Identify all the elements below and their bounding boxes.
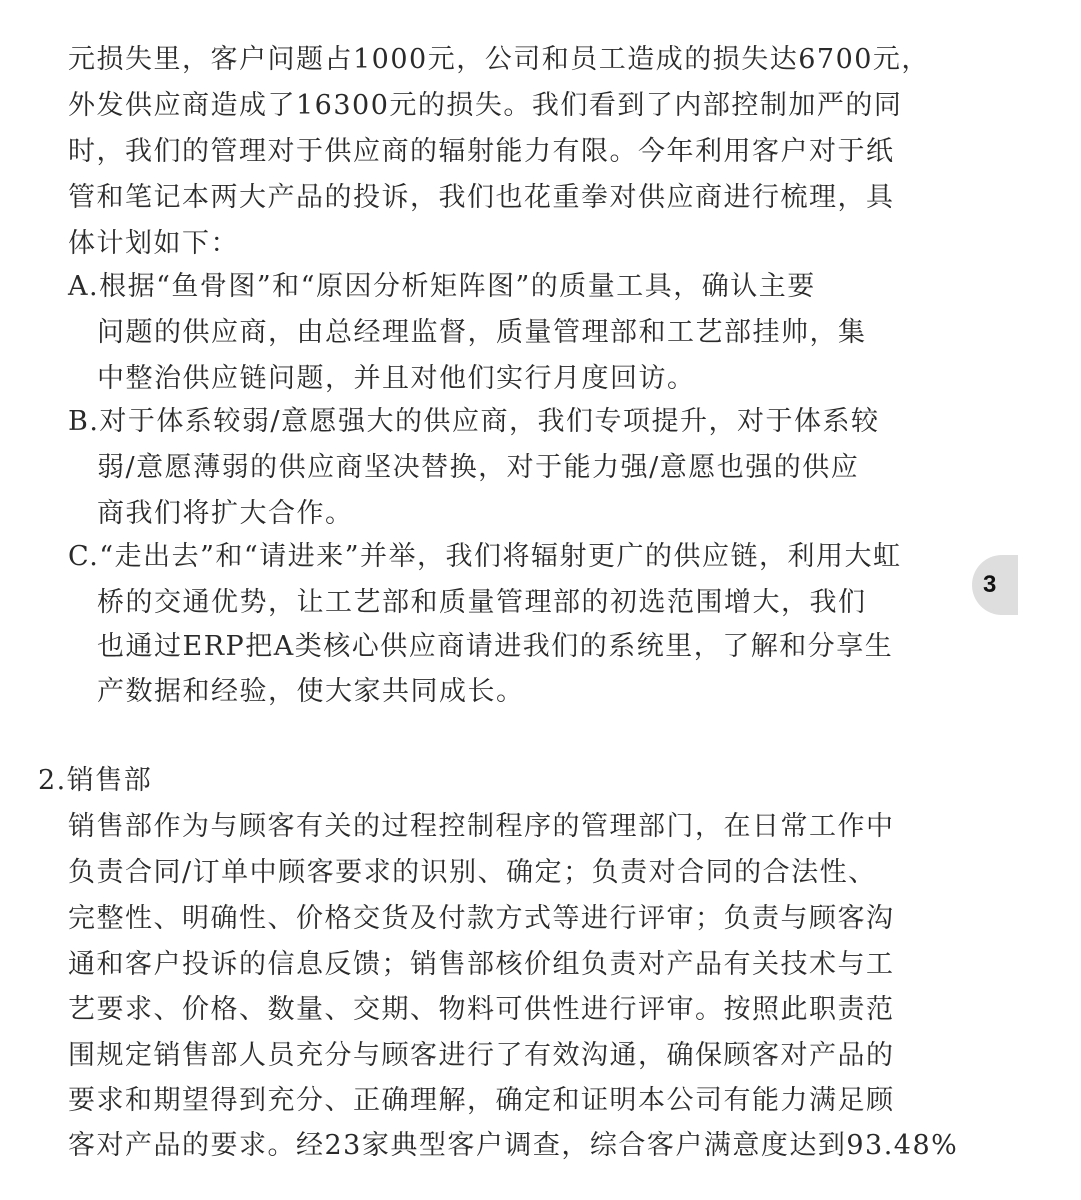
plan-item-b-line: B.对于体系较弱/意愿强大的供应商，我们专项提升，对于体系较 xyxy=(68,406,880,437)
plan-item-b-line: 弱/意愿薄弱的供应商坚决替换，对于能力强/意愿也强的供应 xyxy=(97,452,860,483)
paragraph-line: 围规定销售部人员充分与顾客进行了有效沟通，确保顾客对产品的 xyxy=(68,1040,895,1071)
paragraph-line: 要求和期望得到充分、正确理解，确定和证明本公司有能力满足顾 xyxy=(68,1085,895,1116)
plan-item-c-line: 产数据和经验，使大家共同成长。 xyxy=(97,676,525,707)
paragraph-line: 完整性、明确性、价格交货及付款方式等进行评审；负责与顾客沟 xyxy=(68,903,895,934)
section-heading: 2.销售部 xyxy=(38,765,153,796)
paragraph-line: 销售部作为与顾客有关的过程控制程序的管理部门，在日常工作中 xyxy=(68,811,895,842)
plan-item-a-line: 中整治供应链问题，并且对他们实行月度回访。 xyxy=(97,363,696,394)
page-number: 3 xyxy=(983,571,997,598)
paragraph-line: 艺要求、价格、数量、交期、物料可供性进行评审。按照此职责范 xyxy=(68,994,895,1025)
paragraph-line: 客对产品的要求。经23家典型客户调查，综合客户满意度达到93.48% xyxy=(68,1130,959,1161)
plan-item-c-line: C.“走出去”和“请进来”并举，我们将辐射更广的供应链，利用大虹 xyxy=(68,541,902,572)
plan-item-a-line: A.根据“鱼骨图”和“原因分析矩阵图”的质量工具，确认主要 xyxy=(68,271,816,302)
paragraph-line: 时，我们的管理对于供应商的辐射能力有限。今年利用客户对于纸 xyxy=(68,136,895,167)
paragraph-line: 管和笔记本两大产品的投诉，我们也花重拳对供应商进行梳理，具 xyxy=(68,182,895,213)
paragraph-line: 负责合同/订单中顾客要求的识别、确定；负责对合同的合法性、 xyxy=(68,857,877,888)
plan-item-a-line: 问题的供应商，由总经理监督，质量管理部和工艺部挂帅，集 xyxy=(97,317,867,348)
paragraph-line: 体计划如下： xyxy=(68,228,239,259)
paragraph-line: 元损失里，客户问题占1000元，公司和员工造成的损失达6700元， xyxy=(68,44,930,75)
paragraph-line: 外发供应商造成了16300元的损失。我们看到了内部控制加严的同 xyxy=(68,90,903,121)
plan-item-b-line: 商我们将扩大合作。 xyxy=(97,498,354,529)
plan-item-c-line: 也通过ERP把A类核心供应商请进我们的系统里，了解和分享生 xyxy=(97,631,894,662)
paragraph-line: 通和客户投诉的信息反馈；销售部核价组负责对产品有关技术与工 xyxy=(68,949,895,980)
plan-item-c-line: 桥的交通优势，让工艺部和质量管理部的初选范围增大，我们 xyxy=(97,587,867,618)
